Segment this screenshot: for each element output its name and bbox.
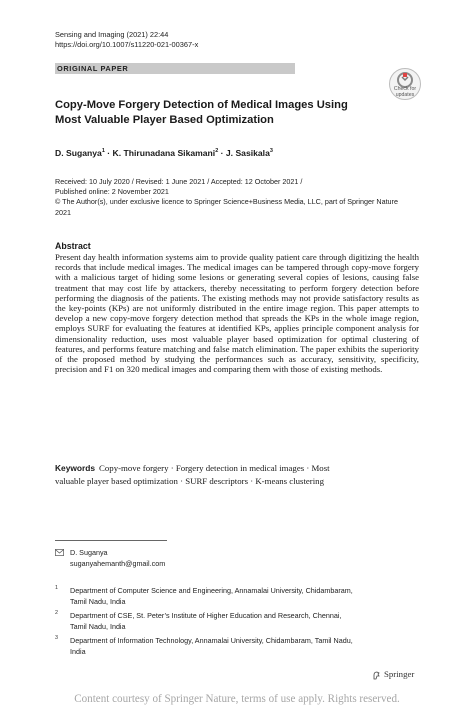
abstract-heading: Abstract [55, 241, 91, 251]
affiliation-3 [70, 636, 400, 657]
keywords-line: valuable player based optimization · SURF descriptors · K-means clustering [55, 475, 324, 486]
publisher-logo-text: Springer [384, 669, 415, 679]
affiliation-line: Department of Computer Science and Engineering, Annamalai University, Chidambaram, [70, 586, 353, 595]
affiliation-line: Tamil Nadu, India [70, 621, 126, 631]
corresponding-author [70, 548, 165, 569]
springer-horse-icon [372, 671, 381, 680]
doi-link[interactable]: https://doi.org/10.1007/s11220-021-00367-x [55, 40, 199, 49]
author-separator: · [218, 148, 226, 158]
affiliation-2 [70, 611, 400, 632]
footnote-divider [55, 540, 167, 541]
author-affiliation-mark: 3 [269, 148, 273, 155]
check-updates-line2: updates [395, 91, 415, 98]
author-separator: · [104, 148, 113, 158]
rights-watermark: Content courtesy of Springer Nature, terms of use apply. Rights reserved. [74, 693, 400, 705]
affiliation-number: 2 [55, 610, 58, 616]
check-for-updates-label[interactable] [384, 87, 426, 98]
dates-line: Published online: 2 November 2021 [55, 187, 169, 197]
check-updates-line1: Check for [393, 86, 417, 92]
title-line-2: Most Valuable Player Based Optimization [55, 113, 274, 126]
copyright-line: © The Author(s), under exclusive licence to Springer Science+Business Media, LLC, part of Springer Nature [55, 197, 398, 207]
author-name[interactable]: D. Suganya [55, 148, 102, 158]
author-list [55, 148, 273, 158]
title-line-1: Copy-Move Forgery Detection of Medical Images Using [55, 99, 348, 111]
affiliation-line: India [70, 646, 86, 656]
contact-name: D. Suganya [70, 548, 108, 557]
keywords-heading: Keywords [55, 463, 96, 473]
paper-title [55, 98, 395, 127]
publication-dates [55, 177, 420, 218]
author-affiliation-mark: 1 [101, 148, 105, 155]
affiliation-number: 3 [55, 635, 58, 641]
journal-citation: Sensing and Imaging (2021) 22:44 [55, 30, 169, 39]
affiliation-line: Department of CSE, St. Peter’s Institute of Higher Education and Research, Chennai, [70, 611, 342, 620]
affiliation-line: Department of Information Technology, Annamalai University, Chidambaram, Tamil Nadu, [70, 636, 353, 645]
author-name[interactable]: J. Sasikala [225, 148, 270, 158]
envelope-icon [55, 549, 64, 556]
author-affiliation-mark: 2 [215, 148, 219, 155]
author-name[interactable]: K. Thirunadana Sikamani [112, 148, 216, 158]
dates-line: Received: 10 July 2020 / Revised: 1 June 2021 / Accepted: 12 October 2021 / [55, 177, 303, 186]
abstract-text: Present day health information systems aim to provide quality patient care through digitizing the health records that include medical images. The medical images can be tampered through copy-move forgery with a malicious target of hiding some lesions or generating several copies of lesions, causing false treatment that may cost life by attackers, thereby necessitating to perform forgery detection before performing the diagnosis of the patients. The existing methods may not provide satisfactory results as the key-points (KPs) are not uniformly distributed in the entire image region. This paper attempts to develop a new copy-move forgery detection method that spreads the KPs in the whole image region, employs SURF for evaluating the features at identified KPs, applies principle component analysis for dimensionality reduction, uses most valuable player based optimization for optimal clustering of features, and performs feature matching and false match elimination. The paper exhibits the superiority of the proposed method by studying the performances such as accuracy, sensitivity, specificity, precision and F1 on 320 medical images and comparing them with those of existing methods. [55, 252, 419, 375]
affiliation-line: Tamil Nadu, India [70, 596, 126, 606]
keywords-line: Copy-move forgery · Forgery detection in medical images · Most [99, 463, 330, 473]
affiliation-number: 1 [55, 585, 58, 591]
keywords-block [55, 462, 419, 487]
article-type-bar: ORIGINAL PAPER [55, 63, 295, 74]
copyright-line: 2021 [55, 207, 71, 217]
affiliation-1 [70, 586, 400, 607]
contact-email[interactable]: suganyahemanth@gmail.com [70, 558, 166, 568]
